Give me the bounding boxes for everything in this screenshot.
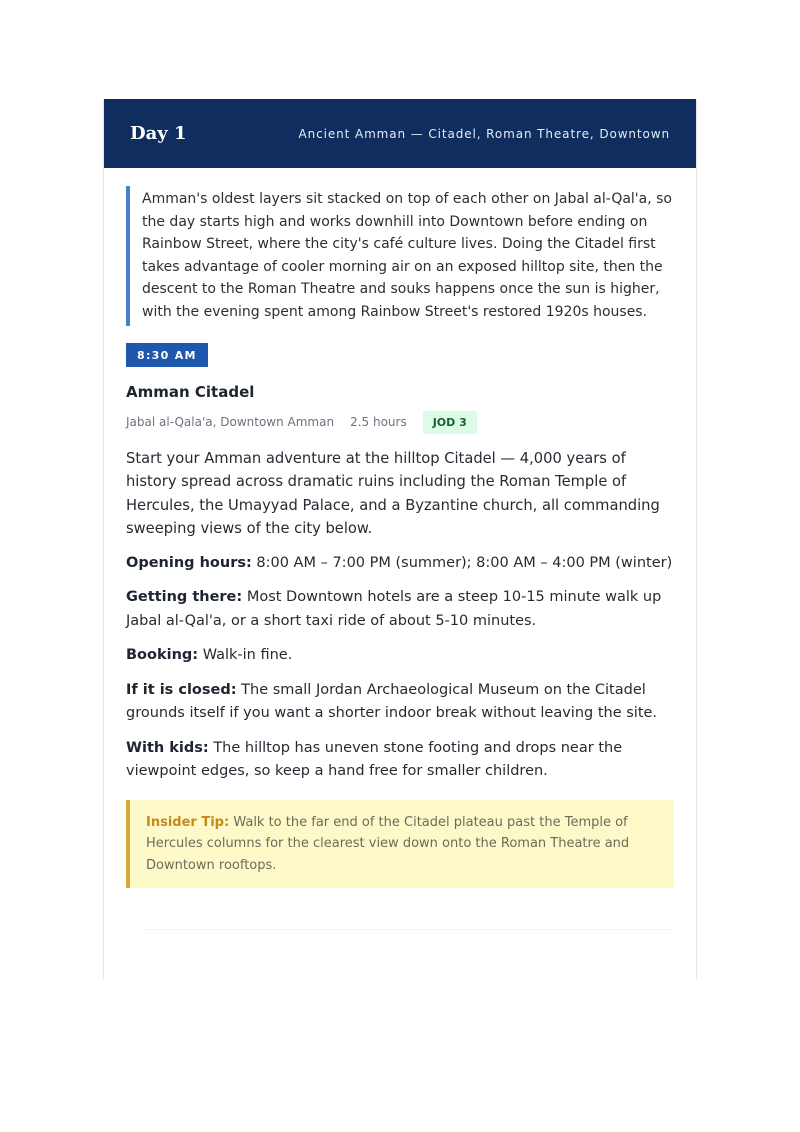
day-subtitle: Ancient Amman — Citadel, Roman Theatre, Downtown (298, 126, 670, 141)
place-meta (126, 411, 674, 434)
price-badge: JOD 3 (423, 411, 477, 434)
place-duration: 2.5 hours (350, 415, 407, 430)
card-fade (104, 919, 696, 979)
detail-label: Getting there: (126, 589, 243, 606)
detail-text: The hilltop has uneven stone footing and drops near the viewpoint edges, so keep a hand free for smaller children. (126, 739, 623, 780)
insider-tip (126, 800, 674, 888)
detail-text: Walk-in fine. (202, 647, 293, 664)
place-location: Jabal al-Qala'a, Downtown Amman (126, 415, 335, 430)
tip-label: Insider Tip: (146, 814, 230, 830)
place-name: Amman Citadel (126, 382, 255, 401)
tip-text: Walk to the far end of the Citadel plateau past the Temple of Hercules columns for the clearest view down onto the Roman Theatre and Downtown rooftops. (146, 814, 630, 873)
detail-with-kids (126, 737, 674, 784)
place-description: Start your Amman adventure at the hilltop Citadel — 4,000 years of history spread across dramatic ruins including the Roman Temple of Hercules, the Umayyad Palace, and a Byzantine church, all commanding sweeping views of the city below. (126, 449, 660, 538)
detail-label: Booking: (126, 647, 199, 664)
detail-text: The small Jordan Archaeological Museum on the Citadel grounds itself if you want a shorter indoor break without leaving the site. (126, 681, 658, 722)
day-card (103, 99, 697, 979)
detail-opening-hours (126, 552, 674, 576)
detail-label: If it is closed: (126, 681, 237, 698)
detail-text: Most Downtown hotels are a steep 10-15 minute walk up Jabal al-Qal'a, or a short taxi ride of about 5-10 minutes. (126, 589, 662, 629)
detail-getting-there (126, 586, 674, 633)
detail-label: Opening hours: (126, 554, 252, 571)
detail-booking (126, 644, 674, 668)
time-badge: 8:30 AM (126, 343, 208, 367)
detail-label: With kids: (126, 739, 209, 756)
day-title: Day 1 (130, 123, 187, 144)
detail-if-closed (126, 679, 674, 726)
day-intro: Amman's oldest layers sit stacked on top of each other on Jabal al-Qal'a, so the day starts high and works downhill into Downtown before ending on Rainbow Street, where the city's café culture lives. Doing the Citadel first takes advantage of cooler morning air on an exposed hilltop site, then the descent to the Roman Theatre and souks happens once the sun is higher, with the evening spent among Rainbow Street's restored 1920s houses. (126, 186, 674, 326)
day-content (104, 168, 696, 888)
day-header (104, 99, 696, 168)
detail-text: 8:00 AM – 7:00 PM (summer); 8:00 AM – 4:00 PM (winter) (256, 554, 673, 571)
